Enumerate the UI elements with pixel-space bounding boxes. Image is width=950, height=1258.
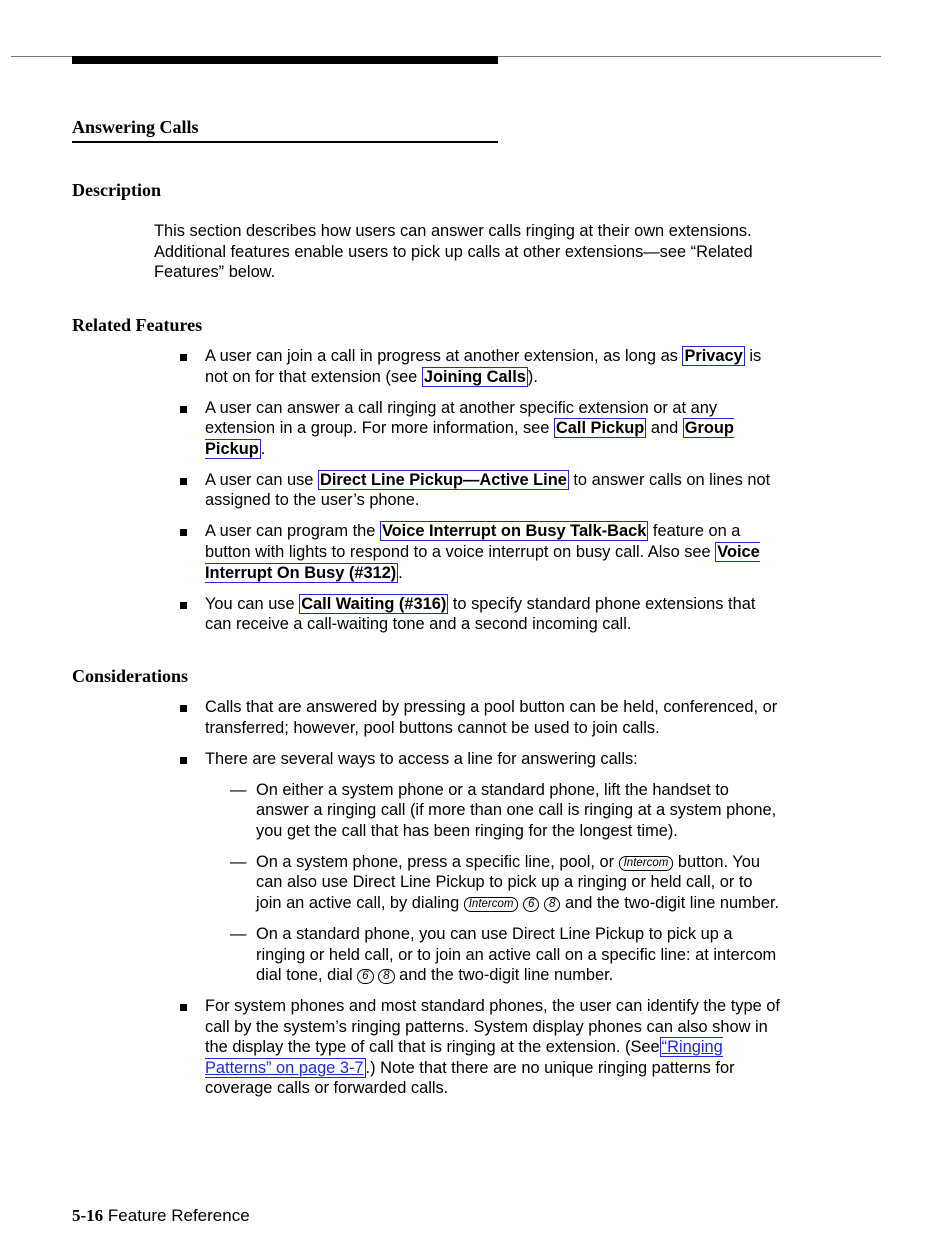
page-number: 5-16	[72, 1206, 104, 1225]
item-text: is not on for that extension (see	[205, 347, 762, 386]
item-text: and	[646, 419, 683, 438]
bullet-icon	[180, 602, 187, 609]
key-8-icon: 8	[544, 897, 560, 912]
sub-list-item	[180, 852, 780, 914]
item-text: On either a system phone or a standard phone, lift the handset to answer a ringing call (if more than one call is ringing at a system phone, you get the call that has been ringing for the longest time).	[256, 780, 777, 840]
link-direct-line-pickup[interactable]: Direct Line Pickup—Active Line	[319, 470, 567, 489]
item-text: A user can join a call in progress at another extension, as long as	[205, 347, 683, 365]
intercom-key-icon: Intercom	[464, 897, 519, 912]
list-item	[180, 398, 780, 460]
item-text: and the two-digit line number.	[394, 966, 614, 985]
item-text: Calls that are answered by pressing a pool button can be held, conferenced, or transferred; however, pool buttons cannot be used to join calls.	[205, 698, 778, 737]
item-text: button. You can also use Direct Line Pickup to pick up a ringing or held call, or to join an active call, by dialing	[256, 852, 760, 912]
list-item	[180, 521, 780, 583]
related-features-heading: Related Features	[72, 315, 203, 335]
item-text: to specify standard phone extensions that can receive a call-waiting tone and a second incoming call.	[205, 594, 756, 634]
footer-title: Feature Reference	[107, 1206, 250, 1225]
item-text: You can use	[205, 594, 300, 613]
item-text: .	[260, 439, 266, 458]
item-text: A user can program the	[205, 522, 380, 541]
link-voice-interrupt-on-busy[interactable]: Voice Interrupt On Busy (#312)	[205, 542, 760, 582]
item-text: A user can use	[205, 470, 318, 489]
link-call-pickup[interactable]: Call Pickup	[555, 419, 645, 438]
bullet-icon	[180, 705, 187, 712]
item-text: and the two-digit line number.	[560, 893, 780, 912]
list-item	[180, 749, 780, 986]
page-footer	[72, 1206, 250, 1226]
link-joining-calls[interactable]: Joining Calls	[423, 367, 526, 386]
bullet-icon	[180, 757, 187, 764]
item-text: ).	[527, 367, 538, 386]
sub-list-item	[180, 780, 780, 842]
intercom-key-icon: Intercom	[619, 856, 674, 871]
dash-icon: —	[230, 852, 247, 871]
bullet-icon	[180, 406, 187, 413]
key-8-icon: 8	[378, 969, 394, 984]
dash-icon: —	[230, 924, 247, 943]
header-bar	[72, 56, 498, 64]
link-voice-interrupt-talk-back[interactable]: Voice Interrupt on Busy Talk-Back	[381, 522, 647, 541]
link-privacy[interactable]: Privacy	[684, 347, 743, 365]
description-text: This section describes how users can answer calls ringing at their own extensions. Additional features enable users to pick up calls at other extensions—see “Related Features” below.	[154, 222, 753, 282]
related-features-list	[180, 346, 780, 645]
considerations-list	[180, 697, 780, 1109]
considerations-heading: Considerations	[72, 666, 189, 686]
link-call-waiting[interactable]: Call Waiting (#316)	[301, 594, 447, 613]
sub-list-item	[180, 924, 780, 986]
list-item	[180, 697, 780, 738]
link-ringing-patterns[interactable]: “Ringing Patterns” on page 3-7	[205, 1038, 723, 1077]
item-text: .	[398, 563, 403, 582]
sub-list	[205, 780, 780, 986]
item-text: On a standard phone, you can use Direct Line Pickup to pick up a ringing or held call, or to join an active call on a specific line: at intercom dial tone, dial	[256, 924, 777, 985]
list-item	[180, 346, 780, 387]
key-6-icon: 6	[523, 897, 539, 912]
list-item	[180, 470, 780, 511]
item-text: to answer calls on lines not assigned to the user’s phone.	[205, 470, 771, 510]
item-text: A user can answer a call ringing at another specific extension or at any extension in a group. For more information, see	[205, 398, 718, 438]
dash-icon: —	[230, 780, 247, 799]
item-text: .) Note that there are no unique ringing patterns for coverage calls or forwarded calls.	[205, 1058, 735, 1098]
bullet-icon	[180, 478, 187, 485]
bullet-icon	[180, 354, 187, 361]
list-item	[180, 594, 780, 635]
bullet-icon	[180, 1004, 187, 1011]
key-6-icon: 6	[357, 969, 373, 984]
list-item	[180, 996, 780, 1099]
description-heading: Description	[72, 180, 161, 200]
section-title: Answering Calls	[72, 117, 498, 143]
item-text: feature on a button with lights to respond to a voice interrupt on busy call. Also see	[205, 522, 741, 561]
item-text: There are several ways to access a line for answering calls:	[205, 749, 638, 768]
link-group-pickup[interactable]: Group Pickup	[205, 419, 734, 458]
item-text: For system phones and most standard phones, the user can identify the type of call by the system’s ringing patterns. System display phones can also show in the display the type of call that is ringing at the extension. (See	[205, 997, 780, 1057]
bullet-icon	[180, 529, 187, 536]
item-text: On a system phone, press a specific line, pool, or	[256, 852, 619, 871]
